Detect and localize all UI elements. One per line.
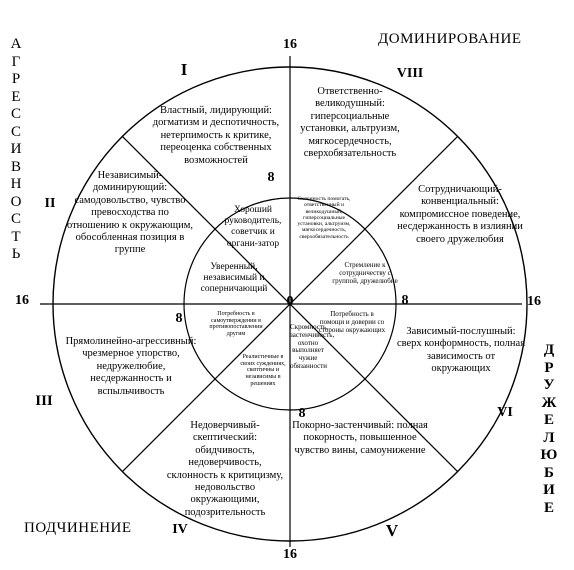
octant-3-outer-text: Прямолинейно-агрессивный: чрезмерное упорство, недружелюбие, несдержанность и вспыльчивость [65, 336, 197, 397]
octant-6-outer-text: Зависимый-послушный: сверх конформность, полная зависимость от окружающих [396, 326, 526, 375]
scale-top: 16 [283, 37, 297, 52]
octant-2-outer-text: Независимый-доминирующий: самодовольство, чувство превосходства по отношению к окружающим, обособленная позиция в группе [66, 170, 194, 256]
octant-1-inner-text: Хороший руководитель, советчик и органи-затор [224, 205, 282, 249]
scale-mid-left: 8 [175, 311, 183, 326]
octant-roman-3: III [35, 393, 53, 409]
scale-mid-right: 8 [401, 293, 409, 308]
submission-label: ПОДЧИНЕНИЕ [24, 520, 132, 536]
octant-roman-1: I [180, 60, 188, 79]
octant-8-inner-text: Склонность помогать, ответственный и великодушный, гиперсоциальные установки, альтруизм, мягкосердечность, сверхобязательность [297, 196, 351, 240]
octant-roman-5: V [385, 521, 399, 540]
octant-1-outer-text: Властный, лидирующий: догматизм и деспотичность, нетерпимость к критике, переоценка собственных возможностей [152, 105, 280, 166]
octant-4-outer-text: Недоверчивый-скептический: обидчивость, недоверчивость, склонность к критицизму, недовольство окружающими, подозрительность [166, 420, 284, 518]
dominance-label: ДОМИНИРОВАНИЕ [378, 31, 522, 47]
octant-4-inner-text: Реалистичные в своих суждениях, скептичны и независимы в решениях [240, 354, 286, 387]
scale-mid-top: 8 [267, 170, 275, 185]
octant-5-outer-text: Покорно-застенчивый: полная покорность, повышенное чувство вины, самоунижение [292, 420, 428, 456]
octant-roman-8: VIII [396, 66, 424, 81]
scale-bottom: 16 [283, 547, 297, 562]
octant-8-outer-text: Ответственно-великодушный: гиперсоциальные установки, альтруизм, мягкосердечность, сверхобязательность [300, 86, 400, 159]
octant-roman-6: VI [497, 405, 513, 420]
scale-mid-bottom: 8 [298, 406, 306, 421]
scale-left: 16 [15, 293, 29, 308]
scale-center: 0 [286, 294, 294, 309]
friendliness-label: Д Р У Ж Е Л Ю Б И Е [540, 342, 558, 516]
octant-roman-2: II [44, 196, 56, 211]
octant-2-inner-text: Уверенный, независимый и соперничающий [200, 262, 268, 295]
aggressiveness-label: А Г Р Е С С И В Н О С Т Ь [10, 36, 22, 262]
octant-7-outer-text: Сотрудничающий-конвенциальный: компромиссное поведение, несдержанность в излиянии своего дружелюбия [397, 184, 523, 245]
octant-5-inner-text: Скромность, застенчивость, охотно выполняет чужие обязанности [290, 323, 335, 371]
octant-3-inner-text: Потребность в самоутверждении в противопоставлении другим [209, 311, 263, 338]
octant-roman-4: IV [172, 522, 188, 537]
octant-7-inner-text: Стремление к сотрудничеству с группой, дружелюбие [332, 261, 398, 285]
scale-right: 16 [527, 294, 541, 309]
octant-6-inner-text: Потребность в помощи и доверии со стороны окружающих [318, 310, 386, 334]
